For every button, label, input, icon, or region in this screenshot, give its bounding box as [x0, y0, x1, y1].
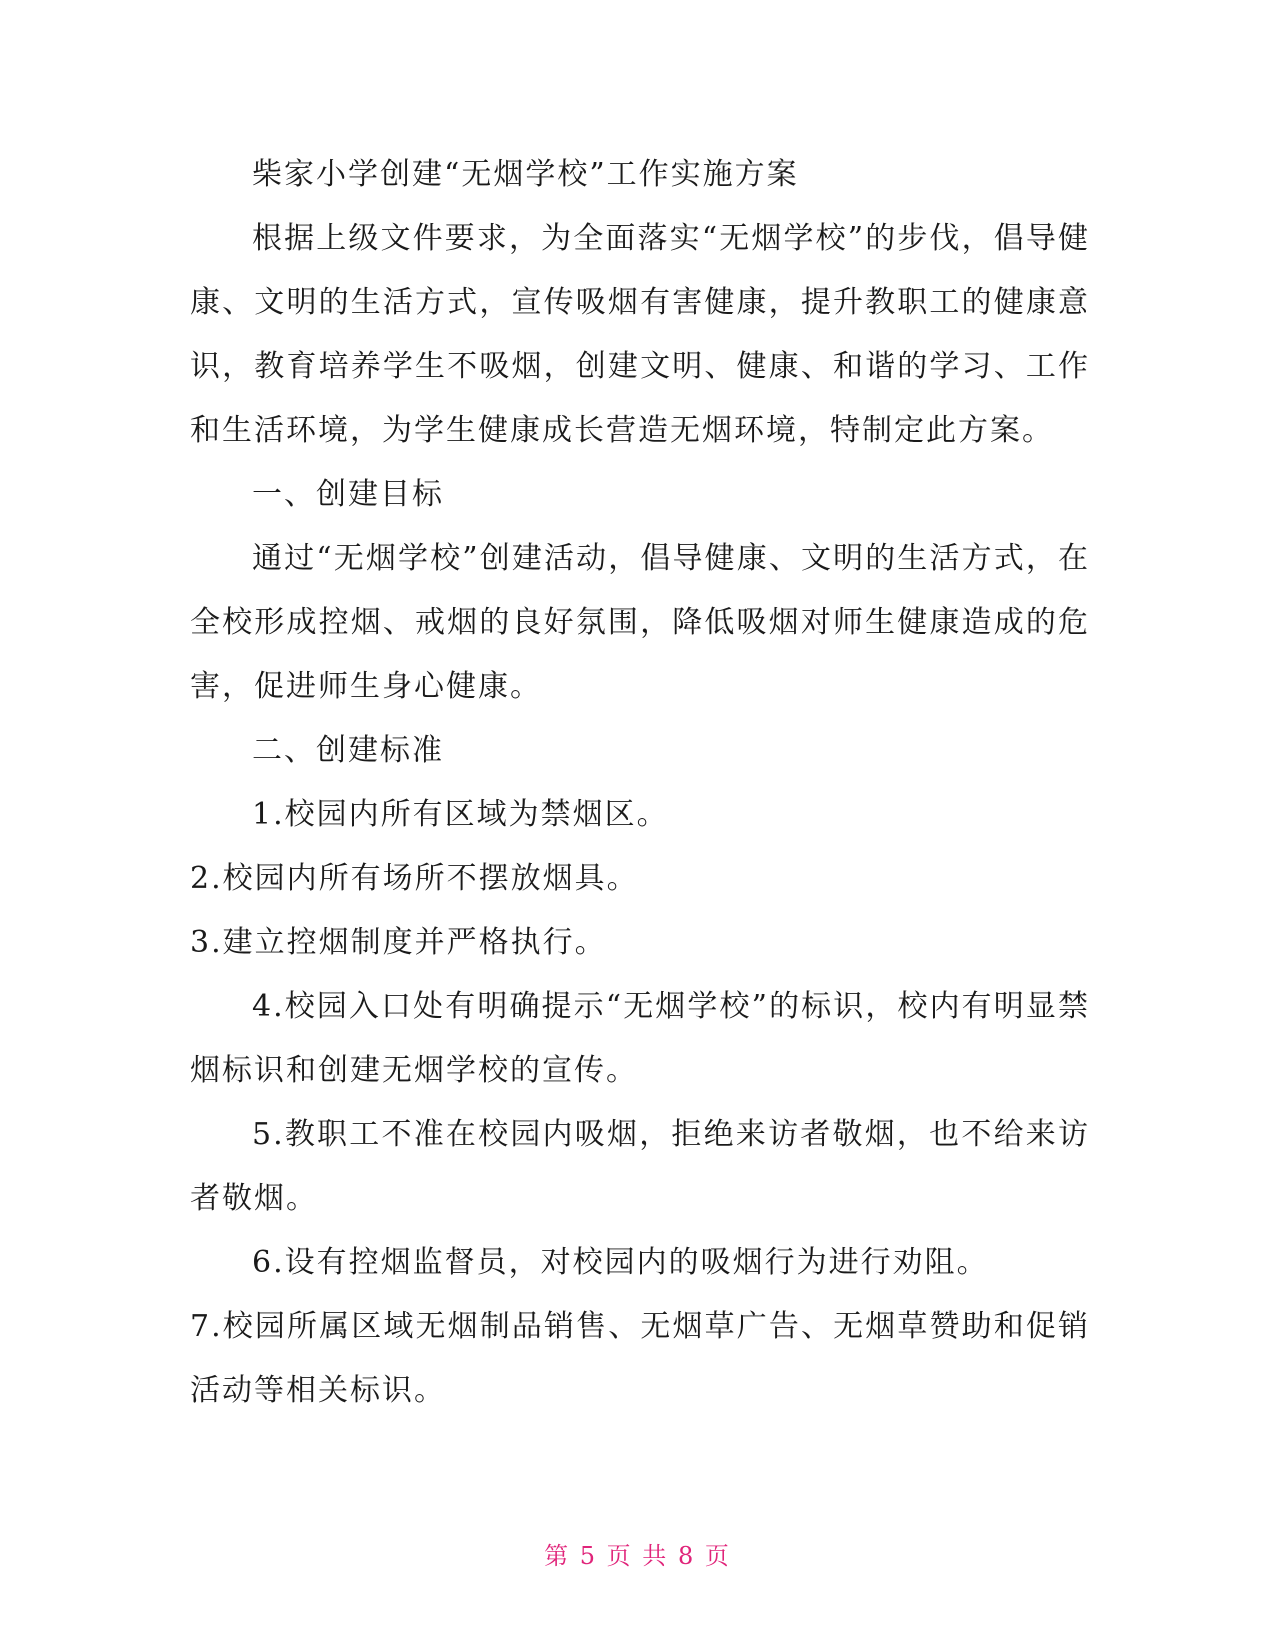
standard-item-3: 3.建立控烟制度并严格执行。: [190, 925, 607, 960]
goals-paragraph: 通过“无烟学校”创建活动，倡导健康、文明的生活方式，在全校形成控烟、戒烟的良好氛围，降低吸烟对师生健康造成的危害，促进师生身心健康。: [190, 541, 1090, 704]
standard-item-2: 2.校园内所有场所不摆放烟具。: [190, 861, 639, 896]
document-body: [190, 143, 1090, 1423]
standard-item-7: 7.校园所属区域无烟制品销售、无烟草广告、无烟草赞助和促销活动等相关标识。: [190, 1309, 1090, 1408]
document-title: 柴家小学创建“无烟学校”工作实施方案: [252, 157, 799, 192]
standard-item-4: 4.校园入口处有明确提示“无烟学校”的标识，校内有明显禁烟标识和创建无烟学校的宣传。: [190, 989, 1090, 1088]
intro-paragraph: 根据上级文件要求，为全面落实“无烟学校”的步伐，倡导健康、文明的生活方式，宣传吸烟有害健康，提升教职工的健康意识，教育培养学生不吸烟，创建文明、健康、和谐的学习、工作和生活环境，为学生健康成长营造无烟环境，特制定此方案。: [190, 221, 1090, 448]
page-number-footer: 第 5 页 共 8 页: [544, 1542, 731, 1570]
standard-item-1: 1.校园内所有区域为禁烟区。: [252, 797, 669, 832]
section-heading-goals: 一、创建目标: [252, 477, 444, 512]
section-heading-standards: 二、创建标准: [252, 733, 444, 768]
standard-item-5: 5.教职工不准在校园内吸烟，拒绝来访者敬烟，也不给来访者敬烟。: [190, 1117, 1090, 1216]
standard-item-6: 6.设有控烟监督员，对校园内的吸烟行为进行劝阻。: [252, 1245, 989, 1280]
